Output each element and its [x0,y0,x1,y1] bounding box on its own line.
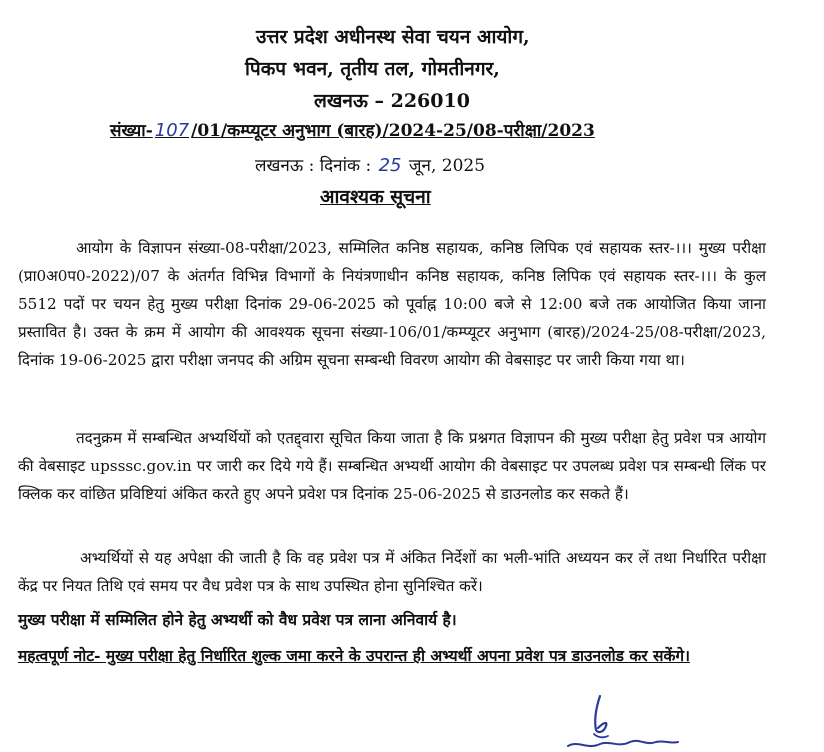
handwritten-date-day: 25 [378,155,402,176]
paragraph-2 [18,424,766,508]
reference-suffix: /01/कम्प्यूटर अनुभाग (बारह)/2024-25/08-परीक्षा/2023 [191,121,595,141]
org-name: उत्तर प्रदेश अधीनस्थ सेवा चयन आयोग, [256,26,530,48]
paragraph-2-text: तदनुक्रम में सम्बन्धित अभ्यर्थियों को एतद्द्वारा सूचित किया जाता है कि प्रश्नगत विज्ञापन की मुख्य परीक्षा हेतु प्रवेश पत्र आयोग की वेबसाइट upsssc.gov.in पर जारी कर दिये गये हैं। सम्बन्धित अभ्यर्थी आयोग की वेबसाइट पर उपलब्ध प्रवेश पत्र सम्बन्धी लिंक पर क्लिक कर वांछित प्रविष्टियां अंकित करते हुए अपने प्रवेश पत्र दिनांक 25-06-2025 से डाउनलोड कर सकते हैं। [18,429,767,503]
date-line [255,153,485,179]
notice-title: आवश्यक सूचना [320,186,431,208]
paragraph-3-text: अभ्यर्थियों से यह अपेक्षा की जाती है कि वह प्रवेश पत्र में अंकित निर्देशों का भली-भांति अध्ययन कर लें तथा निर्धारित परीक्षा केंद्र पर नियत तिथि एवं समय पर वैध प्रवेश पत्र के साथ उपस्थित होना सुनिश्चित करें। [18,549,766,595]
mandatory-admit-card-statement: मुख्य परीक्षा में सम्मिलित होने हेतु अभ्यर्थी को वैध प्रवेश पत्र लाना अनिवार्य है। [18,610,457,629]
date-prefix: लखनऊ : दिनांक : [255,156,372,176]
important-note: महत्वपूर्ण नोट- मुख्य परीक्षा हेतु निर्धारित शुल्क जमा करने के उपरान्त ही अभ्यर्थी अपना प्रवेश पत्र डाउनलोड कर सकेंगे। [18,646,690,665]
org-city: लखनऊ – 226010 [314,90,470,112]
paragraph-1 [18,234,766,374]
handwritten-reference-number: 107 [154,120,190,141]
paragraph-1-text: आयोग के विज्ञापन संख्या-08-परीक्षा/2023, सम्मिलित कनिष्ठ सहायक, कनिष्ठ लिपिक एवं सहायक स्तर-।।। मुख्य परीक्षा (प्रा0अ0प0-2022)/07 के अंतर्गत विभिन्न विभागों के नियंत्रणाधीन कनिष्ठ सहायक, कनिष्ठ लिपिक एवं सहायक स्तर-।।। के कुल 5512 पदों पर चयन हेतु मुख्य परीक्षा दिनांक 29-06-2025 को पूर्वाह्न 10:00 बजे से 12:00 बजे तक आयोजित किया जाना प्रस्तावित है। उक्त के क्रम में आयोग की आवश्यक सूचना संख्या-106/01/कम्प्यूटर अनुभाग (बारह)/2024-25/08-परीक्षा/2023, दिनांक 19-06-2025 द्वारा परीक्षा जनपद की अग्रिम सूचना सम्बन्धी विवरण आयोग की वेबसाइट पर जारी किया गया था। [18,239,766,369]
paragraph-3 [18,544,766,600]
org-address: पिकप भवन, तृतीय तल, गोमतीनगर, [245,58,500,80]
date-suffix: जून, 2025 [408,156,486,176]
signature [548,680,708,752]
reference-number [110,118,670,144]
reference-prefix: संख्या- [110,121,153,141]
